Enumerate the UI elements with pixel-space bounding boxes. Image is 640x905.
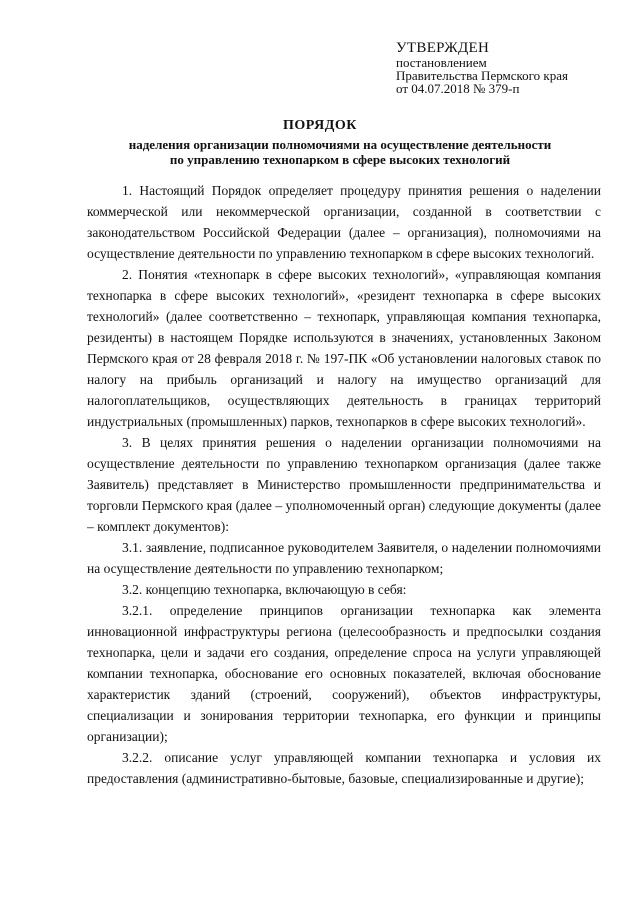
approval-line-1: постановлением [396,55,487,70]
paragraph-3-2-1: 3.2.1. определение принципов организации технопарка как элемента инновационной инфраструктуры региона (целесообразность и предпосылки создания технопарка, цели и задачи его создания, определение спроса на услуги управляющей компании технопарка, обоснование его основных показателей, включая обоснование характеристик зданий (строений, сооружений), объектов инфраструктуры, специализации и зонирования территории технопарка, его функции и принципы организации); [87,603,601,744]
paragraph-3-2: 3.2. концепцию технопарка, включающую в себя: [122,582,407,597]
approval-line-3: от 04.07.2018 № 379-п [396,81,520,96]
paragraph-1: 1. Настоящий Порядок определяет процедуру принятия решения о наделении коммерческой или некоммерческой организации, созданной в соответствии с законодательством Российской Федерации (далее – организация), полномочиями на осуществление деятельности по управлению технопарком в сфере высоких технологий. [87,183,601,261]
approval-stamp [396,40,628,95]
approval-line-2: Правительства Пермского края [396,68,568,83]
paragraph-3-2-2: 3.2.2. описание услуг управляющей компании технопарка и условия их предоставления (административно-бытовые, базовые, специализированные и другие); [87,750,601,786]
subtitle-line-2: по управлению технопарком в сфере высоких технологий [169,152,511,167]
paragraph-2: 2. Понятия «технопарк в сфере высоких технологий», «управляющая компания технопарка в сфере высоких технологий», «резидент технопарка в сфере высоких технологий» (далее соответственно – технопарк, управляющая компания технопарка, резиденты) в настоящем Порядке используются в значениях, установленных Законом Пермского края от 28 февраля 2018 г. № 197-ПК «Об установлении налоговых ставок по налогу на прибыль организаций и налогу на имущество организаций для налогоплательщиков, осуществляющих деятельность в границах территорий индустриальных (промышленных) парков, технопарков в сфере высоких технологий». [87,267,601,429]
subtitle-line-1: наделения организации полномочиями на осуществление деятельности [128,137,552,152]
paragraph-3-1: 3.1. заявление, подписанное руководителем Заявителя, о наделении полномочиями на осуществление деятельности по управлению технопарком; [87,540,601,576]
paragraph-3: 3. В целях принятия решения о наделении организации полномочиями на осуществление деятельности по управлению технопарком организация (далее также Заявитель) представляет в Министерство промышленности предпринимательства и торговли Пермского края (далее – уполномоченный орган) следующие документы (далее – комплект документов): [87,435,601,534]
document-subtitle [90,137,590,167]
document-body [87,180,601,789]
approval-title: УТВЕРЖДЕН [396,40,490,56]
document-title: ПОРЯДОК [283,118,357,133]
